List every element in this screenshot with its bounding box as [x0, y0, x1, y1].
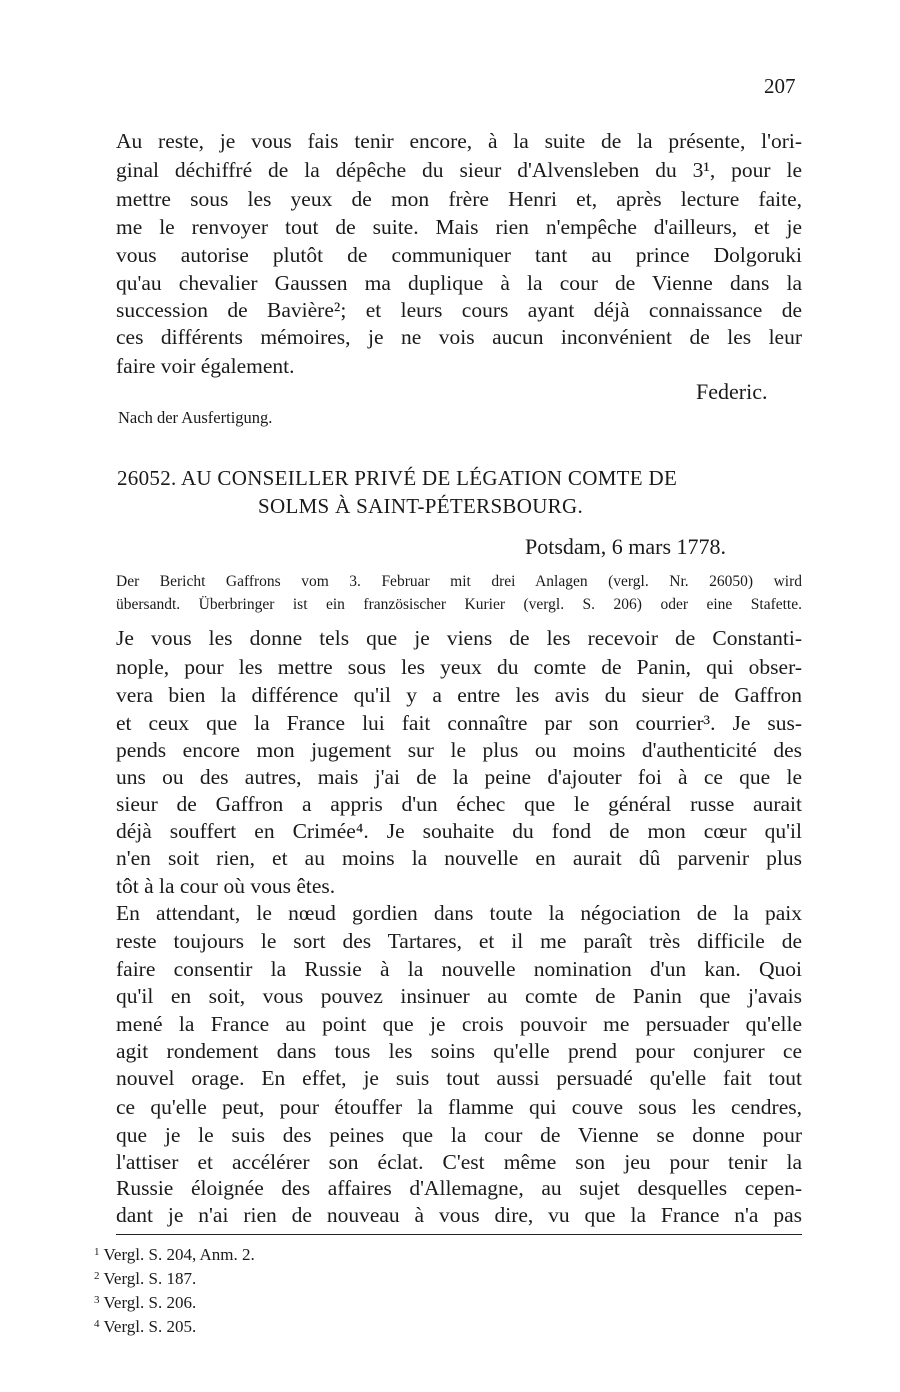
text-line: faire consentir la Russie à la nouvelle nomination d'un kan. Quoi	[116, 957, 802, 981]
footnote-number: 4	[94, 1318, 100, 1330]
place-date: Potsdam, 6 mars 1778.	[525, 534, 727, 559]
footnote-number: 3	[94, 1294, 100, 1306]
text-line: n'en soit rien, et au moins la nouvelle en aurait dû parvenir plus	[116, 846, 802, 870]
footnote-text: Vergl. S. 205.	[103, 1317, 197, 1336]
text-line: vera bien la différence qu'il y a entre les avis du sieur de Gaffron	[116, 683, 802, 707]
source-note: Nach der Ausfertigung.	[118, 408, 273, 427]
text-line: Russie éloignée des affaires d'Allemagne, au sujet desquelles cepen-	[116, 1176, 802, 1200]
text-line: que je le suis des peines que la cour de Vienne se donne pour	[116, 1123, 802, 1147]
text-line: nouvel orage. En effet, je suis tout aussi persuadé qu'elle fait tout	[116, 1066, 802, 1090]
text-line: l'attiser et accélérer son éclat. C'est même son jeu pour tenir la	[116, 1150, 802, 1174]
signature: Federic.	[696, 379, 768, 404]
footnote-text: Vergl. S. 204, Anm. 2.	[103, 1245, 255, 1264]
text-line: succession de Bavière²; et leurs cours ayant déjà connaissance de	[116, 298, 802, 322]
text-line: nople, pour les mettre sous les yeux du comte de Panin, qui obser-	[116, 655, 802, 679]
letter-heading-line-1: 26052. AU CONSEILLER PRIVÉ DE LÉGATION COMTE DE	[117, 466, 678, 490]
footnote-text: Vergl. S. 187.	[103, 1269, 197, 1288]
letter-heading-line-2: SOLMS À SAINT-PÉTERSBOURG.	[258, 494, 583, 518]
text-line: ce qu'elle peut, pour étouffer la flamme qui couve sous les cendres,	[116, 1095, 802, 1119]
footnote-number: 2	[94, 1270, 100, 1282]
text-line: reste toujours le sort des Tartares, et il me paraît très difficile de	[116, 929, 802, 953]
text-line: mettre sous les yeux de mon frère Henri et, après lecture faite,	[116, 187, 802, 211]
footnote-text: Vergl. S. 206.	[103, 1293, 197, 1312]
summary-line: übersandt. Überbringer ist ein französischer Kurier (vergl. S. 206) oder eine Stafette.	[116, 596, 802, 613]
text-line: ginal déchiffré de la dépêche du sieur d'Alvensleben du 3¹, pour le	[116, 158, 802, 182]
page-number: 207	[764, 74, 796, 98]
text-line: déjà souffert en Crimée⁴. Je souhaite du fond de mon cœur qu'il	[116, 819, 802, 843]
text-line: Je vous les donne tels que je viens de les recevoir de Constanti-	[116, 626, 802, 650]
text-line: vous autorise plutôt de communiquer tant au prince Dolgoruki	[116, 243, 802, 267]
text-line: Au reste, je vous fais tenir encore, à la suite de la présente, l'ori-	[116, 129, 802, 153]
text-line: agit rondement dans tous les soins qu'elle prend pour conjurer ce	[116, 1039, 802, 1063]
text-line: pends encore mon jugement sur le plus ou moins d'authenticité des	[116, 738, 802, 762]
text-line: me le renvoyer tout de suite. Mais rien n'empêche d'ailleurs, et je	[116, 215, 802, 239]
footnote	[94, 1292, 196, 1314]
text-line: tôt à la cour où vous êtes.	[116, 874, 336, 898]
text-line: uns ou des autres, mais j'ai de la peine d'ajouter foi à ce que le	[116, 765, 802, 789]
text-line: En attendant, le nœud gordien dans toute la négociation de la paix	[116, 901, 802, 925]
text-line: ces différents mémoires, je ne vois aucun inconvénient de les leur	[116, 325, 802, 349]
text-line: dant je n'ai rien de nouveau à vous dire, vu que la France n'a pas	[116, 1203, 802, 1227]
summary-line: Der Bericht Gaffrons vom 3. Februar mit drei Anlagen (vergl. Nr. 26050) wird	[116, 573, 802, 590]
footnote-number: 1	[94, 1246, 100, 1258]
text-line: qu'il en soit, vous pouvez insinuer au comte de Panin que j'avais	[116, 984, 802, 1008]
footnote-rule	[116, 1234, 802, 1235]
footnote	[94, 1244, 255, 1266]
text-line: qu'au chevalier Gaussen ma duplique à la cour de Vienne dans la	[116, 271, 802, 295]
text-line: mené la France au point que je crois pouvoir me persuader qu'elle	[116, 1012, 802, 1036]
text-line: sieur de Gaffron a appris d'un échec que le général russe aurait	[116, 792, 802, 816]
text-line: faire voir également.	[116, 354, 295, 378]
footnote	[94, 1268, 196, 1290]
text-line: et ceux que la France lui fait connaître par son courrier³. Je sus-	[116, 711, 802, 735]
footnote	[94, 1316, 196, 1338]
